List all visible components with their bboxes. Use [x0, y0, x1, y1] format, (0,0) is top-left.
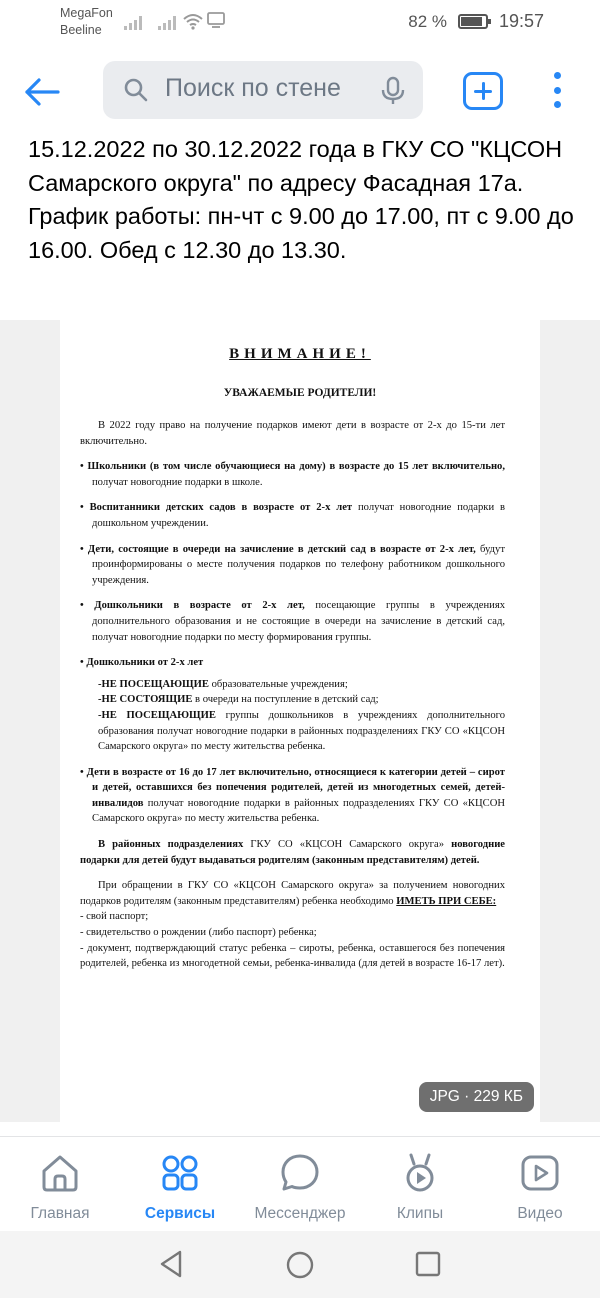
- doc-line: - свой паспорт;: [80, 911, 149, 923]
- doc-paragraph: • Воспитанники детских садов в возрасте от 2-х лет получат новогодние подарки в дошкольном учреждении.: [80, 502, 506, 529]
- tab-label: Сервисы: [144, 1205, 216, 1222]
- cast-icon: [207, 12, 225, 28]
- top-navigation: [0, 56, 600, 126]
- doc-paragraph: В районных подразделениях ГКУ СО «КЦСОН Самарского округа» новогодние подарки для детей будут выдаваться родителям (законным представителям) детей.: [80, 839, 505, 866]
- clips-icon: [398, 1151, 442, 1195]
- tab-label: Клипы: [396, 1205, 444, 1222]
- doc-title: ВНИМАНИЕ!: [229, 346, 371, 362]
- message-bubble-icon: [278, 1151, 322, 1195]
- battery-icon: [458, 14, 488, 29]
- search-placeholder: Поиск по стене: [165, 74, 341, 102]
- back-triangle-icon[interactable]: [156, 1249, 186, 1279]
- doc-line: - документ, подтверждающий статус ребенка – сироты, ребенка, оставшегося без попечения родителей, ребенка из многодетной семьи, ребенка-инвалида (для детей в возрасте 16-17 лет).: [80, 942, 505, 970]
- doc-line: -НЕ ПОСЕЩАЮЩИЕ образовательные учреждения;: [98, 678, 348, 690]
- home-circle-icon[interactable]: [284, 1249, 316, 1281]
- doc-body: [80, 418, 505, 972]
- home-icon: [38, 1151, 82, 1195]
- tab-services[interactable]: [120, 1137, 240, 1232]
- tab-clips[interactable]: [360, 1137, 480, 1232]
- tab-video[interactable]: [480, 1137, 600, 1232]
- microphone-icon[interactable]: [379, 76, 407, 106]
- doc-intro: В 2022 году право на получение подарков имеют дети в возрасте от 2-х до 15-ти лет включительно.: [80, 420, 505, 447]
- signal-icon: [124, 14, 142, 30]
- carrier-1: MegaFon: [60, 6, 113, 20]
- system-navigation-bar: [0, 1231, 600, 1298]
- video-icon: [518, 1151, 562, 1195]
- services-grid-icon: [158, 1151, 202, 1195]
- tab-home[interactable]: [0, 1137, 120, 1232]
- doc-line: -НЕ ПОСЕЩАЮЩИЕ группы дошкольников в учреждениях дополнительного образования получат новогодние подарки в районных подразделениях ГКУ СО «КЦСОН Самарского округа» по месту жительства ребенка.: [98, 709, 505, 753]
- wifi-icon: [182, 12, 204, 30]
- doc-paragraph: • Дети в возрасте от 16 до 17 лет включительно, относящиеся к категории детей – сирот и детей, оставшихся без попечения родителей, детей из многодетных семей, детей-инвалидов получат новогодние подарки в районных подразделениях ГКУ СО «КЦСОН Самарского округа» по месту жительства ребенка.: [80, 766, 505, 825]
- status-bar: [0, 0, 600, 44]
- more-vertical-icon[interactable]: [550, 72, 564, 108]
- doc-paragraph: • Школьники (в том числе обучающиеся на дому) в возрасте до 15 лет включительно, получат новогодние подарки в школе.: [80, 461, 505, 488]
- recents-square-icon[interactable]: [413, 1249, 443, 1279]
- post-text: 15.12.2022 по 30.12.2022 года в ГКУ СО "КЦСОН Самарского округа" по адресу Фасадная 17а. График работы: пн-чт с 9.00 до 17.00, пт с 9.00 до 16.00. Обед с 12.30 до 13.30.: [28, 136, 574, 263]
- battery-percent: 82 %: [408, 12, 447, 31]
- tab-messenger[interactable]: [240, 1137, 360, 1232]
- doc-paragraph: • Дошкольники в возрасте от 2-х лет, посещающие группы в учреждениях дополнительного образования и не состоящие в очереди на зачисление в детский сад, получат новогодние подарки по месту формирования группы.: [80, 600, 505, 643]
- carrier-names: [60, 5, 113, 39]
- tab-bar: [0, 1136, 600, 1231]
- tab-label: Главная: [30, 1205, 90, 1222]
- document-scan: [60, 320, 540, 1122]
- doc-line: -НЕ СОСТОЯЩИЕ в очереди на поступление в детский сад;: [98, 694, 379, 706]
- search-icon: [123, 77, 149, 103]
- doc-paragraph: • Дети, состоящие в очереди на зачисление в детский сад в возрасте от 2-х лет, будут проинформированы о месте получения подарков по телефону работником дошкольного учреждения.: [80, 543, 505, 586]
- arrow-left-icon[interactable]: [20, 70, 64, 114]
- doc-paragraph: При обращении в ГКУ СО «КЦСОН Самарского округа» за получением новогодних подарков родителям (законным представителям) ребенка необходимо ИМЕТЬ ПРИ СЕБЕ:: [80, 880, 505, 907]
- tab-label: Мессенджер: [254, 1205, 346, 1222]
- doc-paragraph: • Дошкольники от 2-х лет: [80, 657, 204, 669]
- doc-line: - свидетельство о рождении (либо паспорт) ребенка;: [80, 927, 317, 939]
- post-image[interactable]: [0, 320, 600, 1122]
- signal-icon: [158, 14, 176, 30]
- doc-subtitle: УВАЖАЕМЫЕ РОДИТЕЛИ!: [223, 387, 377, 399]
- file-info-badge: JPG · 229 КБ: [419, 1082, 534, 1112]
- carrier-2: Beeline: [60, 23, 102, 37]
- clock: 19:57: [498, 11, 544, 31]
- tab-label: Видео: [517, 1205, 563, 1222]
- search-input[interactable]: [103, 61, 423, 119]
- plus-square-icon[interactable]: [463, 72, 503, 110]
